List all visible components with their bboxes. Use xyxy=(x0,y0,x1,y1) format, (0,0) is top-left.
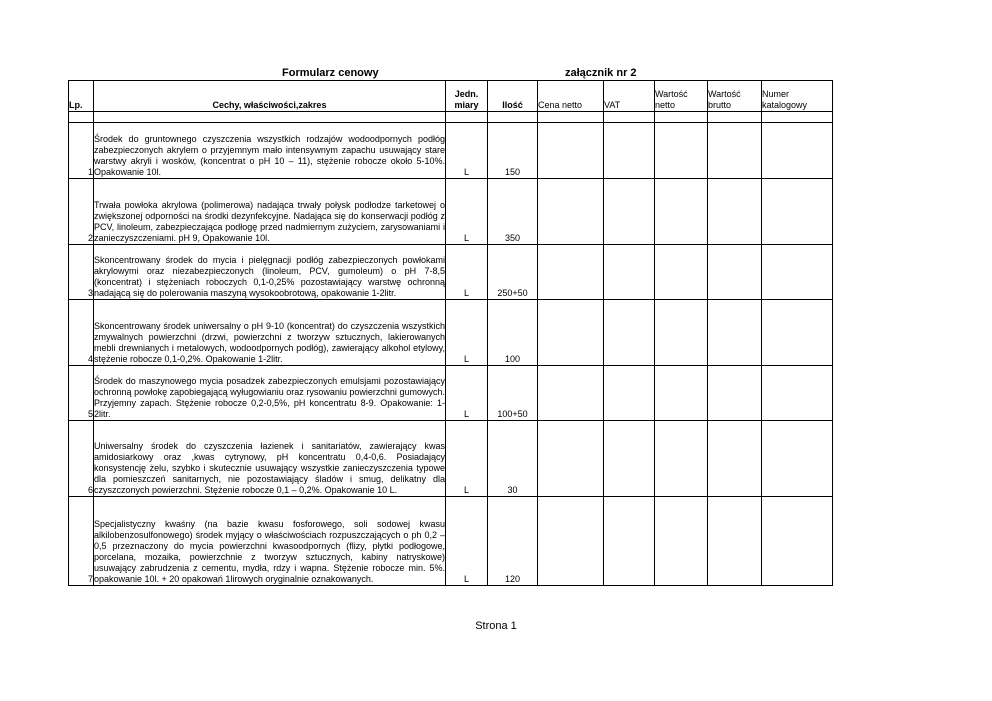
row-catalog-no-cell xyxy=(762,497,833,586)
table-row xyxy=(69,123,833,179)
table-row xyxy=(69,300,833,366)
row-unit: L xyxy=(446,245,488,300)
row-lp: 7 xyxy=(69,497,94,586)
row-qty: 350 xyxy=(488,179,538,245)
row-qty: 100 xyxy=(488,300,538,366)
row-description: Skoncentrowany środek do mycia i pielęgnacji podłóg zabezpieczonych powłokami akrylowymi oraz niezabezpieczonych (linoleum, PCV, gumoleum) o pH 7-8,5 (koncentrat) i stężeniach roboczych 0,1-0,25% pozostawiający warstwę ochronną nadającą się do polerowania maszyną wysokoobrotową, opakowanie 1-2litr. xyxy=(94,245,446,300)
row-net-value-cell xyxy=(655,179,708,245)
row-catalog-no-cell xyxy=(762,179,833,245)
row-description: Uniwersalny środek do czyszczenia łazienek i sanitariatów, zawierający kwas amidosiarkowy oraz ,kwas cytrynowy, pH koncentratu 0,4-0,6. Posiadający konsystencję żelu, szybko i skutecznie usuwający wszystkie zanieczyszczenia typowe dla pomieszczeń sanitarnych, nie pozostawiający śladów i smug, delikatny dla czyszczonych powierzchni. Stężenie robocze 0,1 – 0,2%. Opakowanie 10 L. xyxy=(94,421,446,497)
row-qty: 250+50 xyxy=(488,245,538,300)
col-net-price-header: Cena netto xyxy=(538,81,604,112)
row-vat-cell xyxy=(604,497,655,586)
row-net-price-cell xyxy=(538,300,604,366)
row-lp: 1 xyxy=(69,123,94,179)
row-description: Specjalistyczny kwaśny (na bazie kwasu fosforowego, soli sodowej kwasu alkilobenzosulfonowego) środek myjący o właściwościach rozpuszczających o ph 0,2 – 0,5 przeznaczony do mycia powierzchni kwasoodpornych (flizy, płytki podłogowe, porcelana, mozaika, powierzchnie z tworzyw sztucznych, kabiny natryskowe) usuwający zabrudzenia z cementu, mydła, rdzy i wapna. Stężenie robocze min. 5%. opakowanie 10l. + 20 opakowań 1lirowych oryginalnie oznakowanych. xyxy=(94,497,446,586)
row-unit: L xyxy=(446,421,488,497)
row-gross-value-cell xyxy=(708,421,762,497)
row-vat-cell xyxy=(604,300,655,366)
row-net-value-cell xyxy=(655,123,708,179)
row-gross-value-cell xyxy=(708,497,762,586)
row-catalog-no-cell xyxy=(762,123,833,179)
row-qty: 150 xyxy=(488,123,538,179)
row-gross-value-cell xyxy=(708,179,762,245)
row-qty: 120 xyxy=(488,497,538,586)
col-vat-header: VAT xyxy=(604,81,655,112)
col-catalog-no-header: Numer katalogowy xyxy=(762,81,833,112)
page-footer: Strona 1 xyxy=(475,620,517,632)
table-row xyxy=(69,366,833,421)
row-vat-cell xyxy=(604,179,655,245)
row-net-price-cell xyxy=(538,123,604,179)
row-net-value-cell xyxy=(655,366,708,421)
row-vat-cell xyxy=(604,245,655,300)
row-gross-value-cell xyxy=(708,300,762,366)
row-description: Skoncentrowany środek uniwersalny o pH 9-10 (koncentrat) do czyszczenia wszystkich zmywalnych powierzchni (drzwi, powierzchni z tworzyw sztucznych, lakierowanych mebli drewnianych i metalowych, wodoodpornych podłóg), zawierający alkohol etylowy, stężenie robocze 0,1-0,2%. Opakowanie 1-2litr. xyxy=(94,300,446,366)
row-net-price-cell xyxy=(538,245,604,300)
row-description: Środek do gruntownego czyszczenia wszystkich rodzajów wodoodpornych podłóg zabezpieczonych akrylem o przyjemnym mało intensywnym zapachu usuwający stare warstwy akryli i wosków, (koncentrat o pH 10 – 11), stężenie robocze około 5-10%. Opakowanie 10l. xyxy=(94,123,446,179)
table-row xyxy=(69,497,833,586)
table-row xyxy=(69,179,833,245)
row-lp: 4 xyxy=(69,300,94,366)
table-row xyxy=(69,245,833,300)
row-vat-cell xyxy=(604,421,655,497)
row-gross-value-cell xyxy=(708,123,762,179)
col-features-header: Cechy, właściwości,zakres xyxy=(94,81,446,112)
row-lp: 5 xyxy=(69,366,94,421)
row-unit: L xyxy=(446,123,488,179)
row-description: Trwała powłoka akrylowa (polimerowa) nadająca trwały połysk podłodze tarketowej o zwiększonej odporności na środki dezynfekcyjne. Nadająca się do konserwacji podłóg z PCV, linoleum, zabezpieczająca podłogę przed nadmiernym zużyciem, zarysowaniami i zanieczyszczeniami. pH 9, Opakowanie 10l. xyxy=(94,179,446,245)
row-catalog-no-cell xyxy=(762,245,833,300)
row-net-value-cell xyxy=(655,300,708,366)
row-gross-value-cell xyxy=(708,245,762,300)
col-net-value-header: Wartość netto xyxy=(655,81,708,112)
row-net-value-cell xyxy=(655,497,708,586)
col-qty-header: Ilość xyxy=(488,81,538,112)
row-net-price-cell xyxy=(538,497,604,586)
row-unit: L xyxy=(446,300,488,366)
row-lp: 2 xyxy=(69,179,94,245)
col-gross-value-header: Wartość brutto xyxy=(708,81,762,112)
row-catalog-no-cell xyxy=(762,366,833,421)
row-net-value-cell xyxy=(655,421,708,497)
row-vat-cell xyxy=(604,123,655,179)
row-net-value-cell xyxy=(655,245,708,300)
table-row xyxy=(69,421,833,497)
row-qty: 100+50 xyxy=(488,366,538,421)
row-unit: L xyxy=(446,497,488,586)
row-qty: 30 xyxy=(488,421,538,497)
row-unit: L xyxy=(446,179,488,245)
row-lp: 6 xyxy=(69,421,94,497)
row-catalog-no-cell xyxy=(762,421,833,497)
row-catalog-no-cell xyxy=(762,300,833,366)
row-net-price-cell xyxy=(538,366,604,421)
row-vat-cell xyxy=(604,366,655,421)
price-form-table xyxy=(68,80,833,586)
col-lp-header: Lp. xyxy=(69,81,94,112)
row-gross-value-cell xyxy=(708,366,762,421)
row-unit: L xyxy=(446,366,488,421)
row-net-price-cell xyxy=(538,421,604,497)
spacer-row xyxy=(69,112,833,123)
row-net-price-cell xyxy=(538,179,604,245)
form-title: Formularz cenowy xyxy=(282,67,379,79)
annex-label: załącznik nr 2 xyxy=(565,67,637,79)
col-unit-header: Jedn. miary xyxy=(446,81,488,112)
row-description: Środek do maszynowego mycia posadzek zabezpieczonych emulsjami pozostawiający ochronną powłokę zapobiegającą wyługowianiu oraz rysowaniu powierzchni gumowych. Przyjemny zapach. Stężenie robocze 0,2-0,5%, pH koncentratu 8-9. Opakowanie: 1-2litr. xyxy=(94,366,446,421)
row-lp: 3 xyxy=(69,245,94,300)
